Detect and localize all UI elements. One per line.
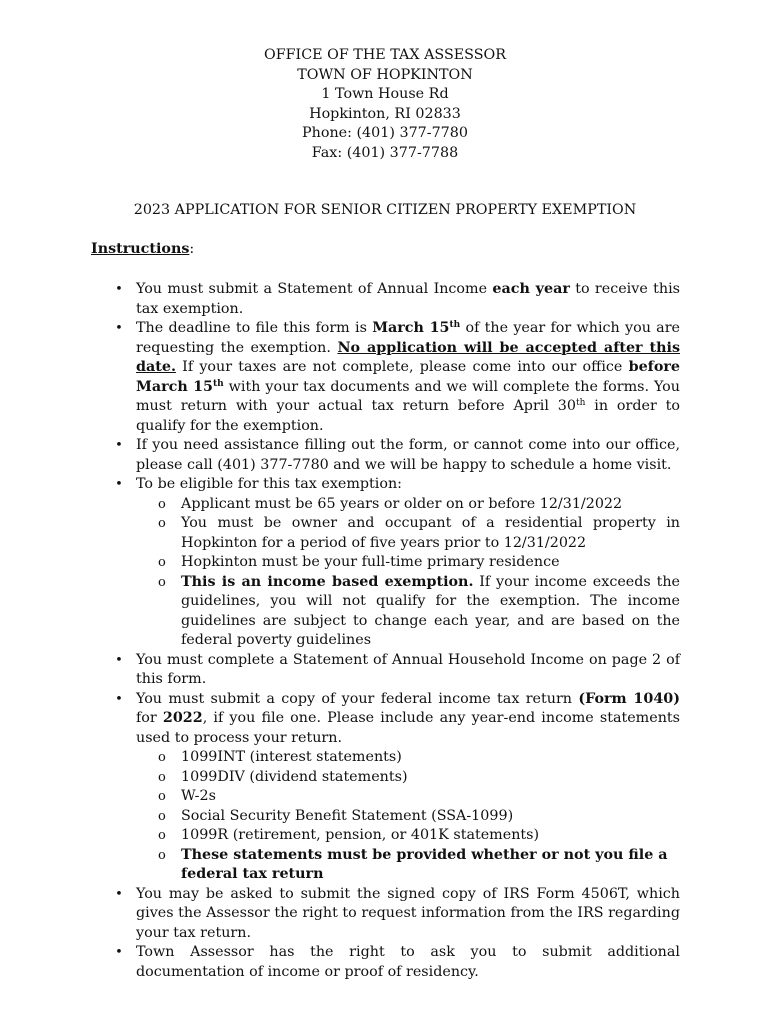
list-item-household-income: • You must complete a Statement of Annual Household Income on page 2 of this form. [0,651,770,690]
sub-item-statements-required: o These statements must be provided whether or not you file a federal tax return [158,846,668,882]
sub-item-residence: o Hopkinton must be your full-time primary residence [136,553,680,573]
list-item-form-4506t: • You may be asked to submit the signed copy of IRS Form 4506T, which gives the Assessor the right to request information from the IRS regarding your tax return. [0,885,770,944]
eligibility-sublist [136,495,680,651]
instructions-colon: : [189,241,195,257]
list-item-assistance: • If you need assistance filling out the form, or cannot come into our office, please call (401) 377-7780 and we will be happy to schedule a home visit. [0,436,770,475]
circle-bullet-icon: o [158,750,166,765]
circle-bullet-icon: o [158,847,166,863]
bullet-icon: • [115,945,123,960]
town-name: TOWN OF HOPKINTON [297,66,473,83]
list-item-eligibility: • To be eligible for this tax exemption: o Applicant must be 65 years or older on or before 12/31/2022 o You must be owner and occupant of a residential property in Hopkinton for a period of five years prior to 12/31/2022 o Hopkinton must be your full-time primary residence o This is an income based exemption. If your income exceeds the guidelines, you will not qualify for the exemption. The income guidelines are subject to change each year, and are based on the federal poverty guidelines [0,475,770,651]
bullet-icon: • [115,282,123,297]
list-item-tax-return: • You must submit a copy of your federal income tax return (Form 1040) for 2022, if you file one. Please include any year-end income statements used to process your return. o 1099INT (interest statements) o 1099DIV (dividend statements) o W-2s o Social Security Benefit Statement (SSA-1099) o 1099R (retirement, pension, or 401K statements) o These statements must be provided whether or not you file a federal tax return [0,690,770,885]
sub-item-1099div: o 1099DIV (dividend statements) [136,768,680,788]
list-item-additional-docs: • Town Assessor has the right to ask you to submit additional documentation of income or proof of residency. [0,943,770,982]
circle-bullet-icon: o [158,555,166,570]
bullet-icon: • [115,477,123,492]
street-address: 1 Town House Rd [321,86,449,103]
bullet-icon: • [115,691,123,707]
circle-bullet-icon: o [158,496,166,512]
bullet-icon: • [115,886,123,902]
bullet-icon: • [115,652,123,668]
income-statements-sublist [136,748,680,885]
phone-number: Phone: (401) 377-7780 [302,125,468,142]
sub-item-1099int: o 1099INT (interest statements) [136,748,680,768]
sub-item-income-based: o This is an income based exemption. If your income exceeds the guidelines, you will not qualify for the exemption. The income guidelines are subject to change each year, and are based on the federal poverty guidelines [158,573,680,648]
circle-bullet-icon: o [158,516,166,531]
bullet-icon: • [115,438,123,453]
list-item-annual-income: • You must submit a Statement of Annual Income each year to receive this tax exemption. [0,280,770,319]
sub-item-ownership: o You must be owner and occupant of a residential property in Hopkinton for a period of five years prior to 12/31/2022 [158,515,680,551]
fax-number: Fax: (401) 377-7788 [311,144,459,161]
sub-item-ssa1099: o Social Security Benefit Statement (SSA-1099) [136,807,680,827]
circle-bullet-icon: o [158,769,166,785]
circle-bullet-icon: o [158,574,166,590]
instructions-list [0,280,770,982]
application-title: 2023 APPLICATION FOR SENIOR CITIZEN PROPERTY EXEMPTION [133,202,637,218]
list-item-deadline: • The deadline to file this form is March 15th of the year for which you are requesting the exemption. No application will be accepted after this date. If your taxes are not complete, please come into our office before March 15th with your tax documents and we will complete the forms. You must return with your actual tax return before April 30th in order to qualify for the exemption. [0,319,770,436]
office-name: OFFICE OF THE TAX ASSESSOR [263,47,507,63]
sub-item-1099r: o 1099R (retirement, pension, or 401K statements) [136,826,680,846]
circle-bullet-icon: o [158,828,166,843]
circle-bullet-icon: o [158,808,166,824]
sub-item-w2s: o W-2s [136,787,680,807]
no-late-applications-notice: No application will be accepted after this date. [136,339,680,375]
assessor-letterhead [0,46,770,164]
instructions-heading [91,240,194,260]
bullet-icon: • [115,321,123,336]
instructions-label: Instructions [91,241,190,257]
sub-item-age: o Applicant must be 65 years or older on or before 12/31/2022 [136,495,680,515]
city-state-zip: Hopkinton, RI 02833 [309,105,461,122]
circle-bullet-icon: o [158,789,166,804]
